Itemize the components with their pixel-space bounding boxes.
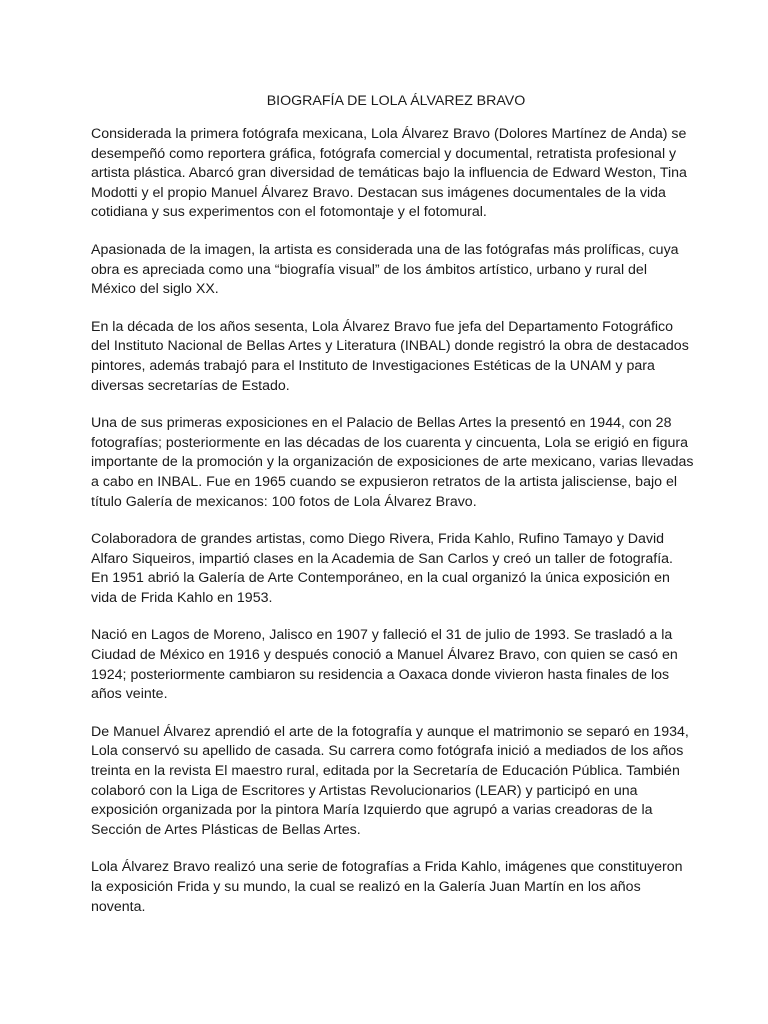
text-line: a cabo en INBAL. Fue en 1965 cuando se expusieron retratos de la artista jalisciense, bajo el bbox=[91, 473, 677, 490]
paragraph bbox=[91, 125, 695, 223]
paragraph bbox=[91, 626, 695, 704]
text-line: años veinte. bbox=[91, 686, 168, 703]
paragraph bbox=[91, 858, 695, 917]
document-page bbox=[91, 91, 695, 935]
text-line: De Manuel Álvarez aprendió el arte de la fotografía y aunque el matrimonio se separó en 1934, bbox=[91, 723, 689, 740]
text-line: En 1951 abrió la Galería de Arte Contemporáneo, en la cual organizó la única exposición en bbox=[91, 570, 670, 587]
paragraph bbox=[91, 723, 695, 841]
document-body bbox=[91, 125, 695, 917]
text-line: Apasionada de la imagen, la artista es considerada una de las fotógrafas más prolíficas, cuya bbox=[91, 241, 679, 258]
text-line: Ciudad de México en 1916 y después conoció a Manuel Álvarez Bravo, con quien se casó en bbox=[91, 647, 678, 664]
text-line: Lola Álvarez Bravo realizó una serie de fotografías a Frida Kahlo, imágenes que constituyeron bbox=[91, 859, 683, 876]
text-line: fotografías; posteriormente en las décadas de los cuarenta y cincuenta, Lola se erigió en figura bbox=[91, 434, 689, 451]
text-line: treinta en la revista El maestro rural, editada por la Secretaría de Educación Pública. También bbox=[91, 763, 680, 780]
text-line: Modotti y el propio Manuel Álvarez Bravo. Destacan sus imágenes documentales de la vida bbox=[91, 184, 666, 201]
text-line: Una de sus primeras exposiciones en el Palacio de Bellas Artes la presentó en 1944, con 28 bbox=[91, 415, 672, 432]
paragraph bbox=[91, 530, 695, 608]
text-line: obra es apreciada como una “biografía visual” de los ámbitos artístico, urbano y rural del bbox=[91, 261, 647, 278]
paragraph bbox=[91, 318, 695, 396]
text-line: Nació en Lagos de Moreno, Jalisco en 1907 y falleció el 31 de julio de 1993. Se trasladó a la bbox=[91, 627, 673, 644]
text-line: la exposición Frida y su mundo, la cual se realizó en la Galería Juan Martín en los años bbox=[91, 879, 641, 895]
text-line: colaboró con la Liga de Escritores y Artistas Revolucionarios (LEAR) y participó en una bbox=[91, 782, 638, 799]
paragraph bbox=[91, 241, 695, 300]
text-line: del Instituto Nacional de Bellas Artes y Literatura (INBAL) donde registró la obra de destacados bbox=[91, 338, 689, 355]
text-line: diversas secretarías de Estado. bbox=[91, 377, 290, 394]
text-line: Colaboradora de grandes artistas, como Diego Rivera, Frida Kahlo, Rufino Tamayo y David bbox=[91, 531, 665, 548]
text-line: importante de la promoción y la organización de exposiciones de arte mexicano, varias llevadas bbox=[91, 454, 694, 471]
text-line: artista plástica. Abarcó gran diversidad de temáticas bajo la influencia de Edward Weston, Tina bbox=[91, 165, 687, 182]
text-line: México del siglo XX. bbox=[91, 281, 219, 298]
document-title: BIOGRAFÍA DE LOLA ÁLVAREZ BRAVO bbox=[266, 93, 526, 109]
text-line: 1924; posteriormente cambiaron su residencia a Oaxaca donde vivieron hasta finales de los bbox=[91, 666, 670, 683]
text-line: Considerada la primera fotógrafa mexicana, Lola Álvarez Bravo (Dolores Martínez de Anda) se bbox=[91, 126, 687, 142]
text-line: cotidiana y sus experimentos con el fotomontaje y el fotomural. bbox=[91, 204, 487, 221]
text-line: En la década de los años sesenta, Lola Álvarez Bravo fue jefa del Departamento Fotográfico bbox=[91, 318, 674, 335]
text-line: Alfaro Siqueiros, impartió clases en la Academia de San Carlos y creó un taller de fotografía. bbox=[91, 550, 673, 567]
text-line: Sección de Artes Plásticas de Bellas Artes. bbox=[91, 821, 361, 838]
text-line: exposición organizada por la pintora María Izquierdo que agrupó a varias creadoras de la bbox=[91, 802, 653, 819]
text-line: pintores, además trabajó para el Instituto de Investigaciones Estéticas de la UNAM y para bbox=[91, 357, 655, 374]
text-line: vida de Frida Kahlo en 1953. bbox=[91, 589, 273, 606]
paragraph bbox=[91, 414, 695, 512]
text-line: noventa. bbox=[91, 898, 146, 915]
text-line: título Galería de mexicanos: 100 fotos de Lola Álvarez Bravo. bbox=[91, 493, 477, 510]
text-line: desempeñó como reportera gráfica, fotógrafa comercial y documental, retratista profesional y bbox=[91, 145, 677, 162]
text-line: Lola conservó su apellido de casada. Su carrera como fotógrafa inició a mediados de los años bbox=[91, 743, 684, 760]
